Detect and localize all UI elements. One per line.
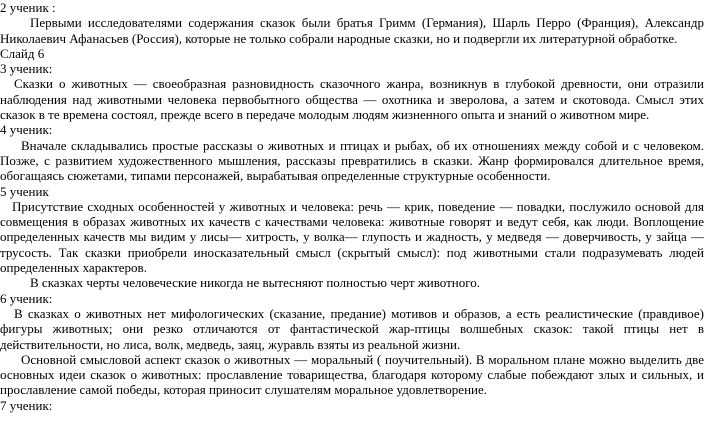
speaker-label-7: 7 ученик: bbox=[0, 397, 53, 413]
paragraph-no-mythology: В сказках о животных нет мифологических (сказание, предание) мотивов и образов, а есть реалистические (правдивое) фигуры животных; они резко отличаются от фантастической жар-птицы волшебных сказок: такой птицы нет в действительности, но лиса, волк, медведь, заяц, журавль взяты из реальной жизни. bbox=[0, 305, 704, 352]
paragraph-animal-tales-origin: Сказки о животных — своеобразная разновидность сказочного жанра, возникнув в глубокой древности, они отразили наблюдения над животными человека первобытного общества — охотника и зверолова, а затем и скотовода. Смысл этих сказок в те времена состоял, прежде всего в передаче молодым людям жизненного опыта и знаний о животном мире. bbox=[0, 76, 704, 123]
paragraph-moral-aspect: Основной смысловой аспект сказок о животных — моральный ( поучительный). В моральном плане можно выделить две основных идеи сказок о животных: прославление товарищества, благодаря которому слабые побеждают злых и сильных, и прославление самой победы, которая приносит слушателям моральное удовлетворение. bbox=[0, 351, 704, 398]
speaker-label-2: 2 ученик : bbox=[0, 0, 56, 15]
slide-label-6: Слайд 6 bbox=[0, 45, 45, 61]
paragraph-first-researchers: Первыми исследователями содержания сказок были братья Гримм (Германия), Шарль Перро (Франция), Александр Николаевич Афанасьев (Россия), которые не только собрали народные сказки, но и подвергли их литературной обработке. bbox=[0, 15, 704, 46]
speaker-label-4: 4 ученик: bbox=[0, 122, 53, 138]
paragraph-simple-stories: Вначале складывались простые рассказы о животных и птицах и рыбах, об их отношениях между собой и с человеком. Позже, с развитием художественного мышления, рассказы превратились в сказки. Жанр формировался длительное время, обогащаясь сюжетами, типами персонажей, вырабатывая определенные структурные особенности. bbox=[0, 137, 704, 184]
paragraph-similar-features: Присутствие сходных особенностей у животных и человека: речь — крик, поведение — повадки, послужило основой для совмещения в образах животных их качеств с качествами человека: животные говорят и ведут себя, как люди. Воплощение определенных качеств мы видим у лисы— хитрость, у волка— глупость и жадность, у медведя — доверчивость, у зайца — трусость. Так сказки приобрели иносказательный смысл (скрытый смысл): под животными стали подразумевать людей определенных характеров. bbox=[0, 198, 704, 276]
speaker-label-5: 5 ученик bbox=[0, 183, 49, 199]
paragraph-human-traits: В сказках черты человеческие никогда не вытесняют полностью черт животного. bbox=[30, 275, 481, 291]
speaker-label-3: 3 ученик: bbox=[0, 61, 53, 77]
speaker-label-6: 6 ученик: bbox=[0, 290, 53, 306]
